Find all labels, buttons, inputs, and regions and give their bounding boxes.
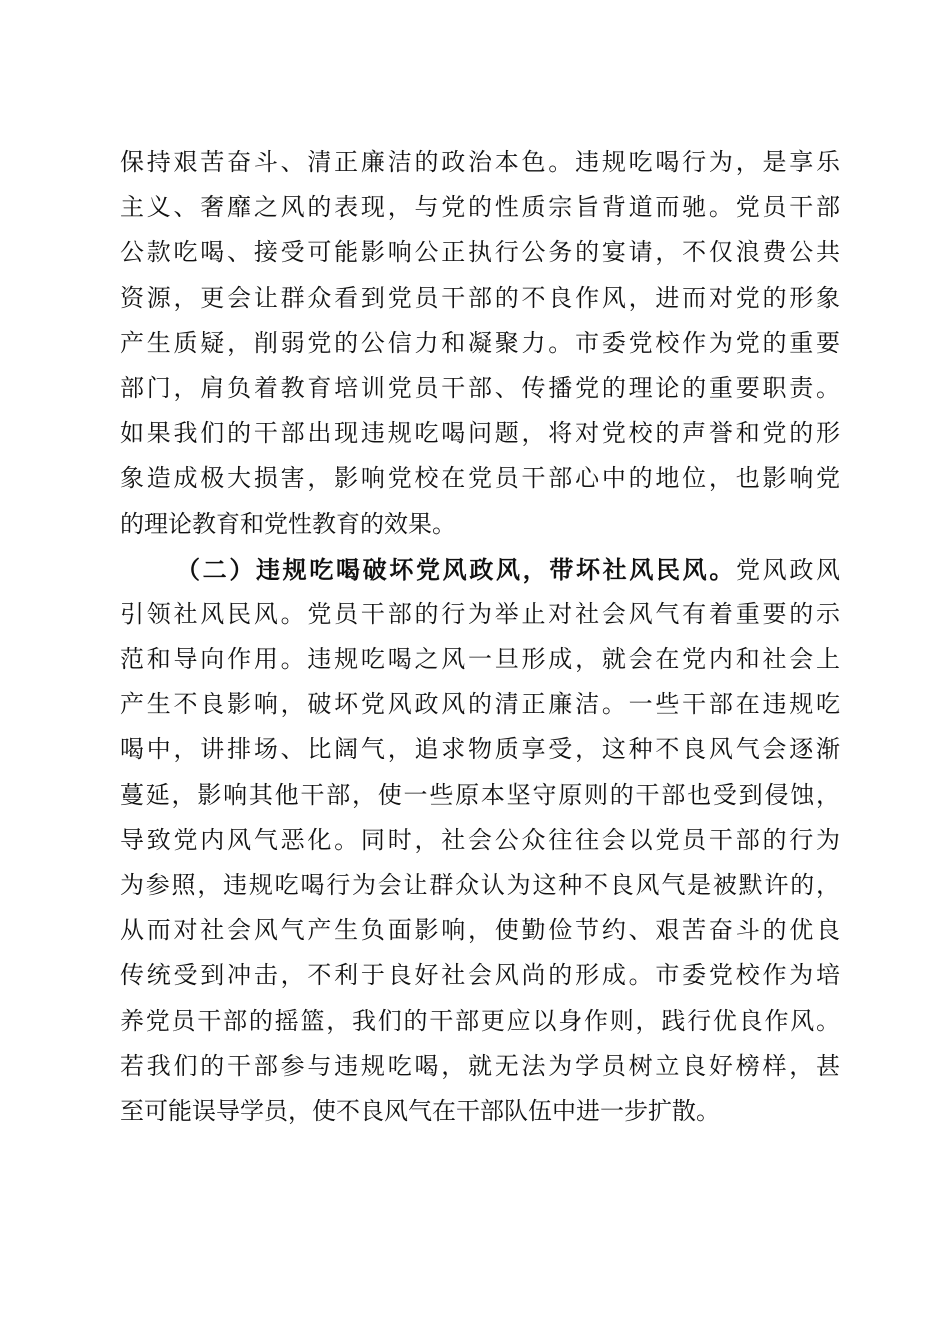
- text-line: 导致党内风气恶化。同时，社会公众往往会以党员干部的行为: [120, 825, 840, 854]
- text-line: 喝中，讲排场、比阔气，追求物质享受，这种不良风气会逐渐: [120, 735, 840, 764]
- text-line: 范和导向作用。违规吃喝之风一旦形成，就会在党内和社会上: [120, 645, 840, 674]
- body-text: [120, 140, 840, 1134]
- text-line: 从而对社会风气产生负面影响，使勤俭节约、艰苦奋斗的优良: [120, 916, 840, 945]
- text-line: 资源，更会让群众看到党员干部的不良作风，进而对党的形象: [120, 283, 840, 312]
- text-line: 主义、奢靡之风的表现，与党的性质宗旨背道而驰。党员干部: [120, 193, 840, 222]
- text-line: 象造成极大损害，影响党校在党员干部心中的地位，也影响党: [120, 464, 840, 493]
- text-line: 产生不良影响，破坏党风政风的清正廉洁。一些干部在违规吃: [120, 690, 840, 719]
- paragraph-2: [120, 547, 840, 1134]
- heading-line-rest: 党风政风: [736, 555, 840, 584]
- text-line: 产生质疑，削弱党的公信力和凝聚力。市委党校作为党的重要: [120, 328, 840, 357]
- text-line: 为参照，违规吃喝行为会让群众认为这种不良风气是被默许的，: [120, 871, 840, 899]
- section-heading: （二）违规吃喝破坏党风政风，带坏社风民风。: [176, 554, 736, 584]
- text-line: 若我们的干部参与违规吃喝，就无法为学员树立良好榜样，甚: [120, 1051, 840, 1080]
- paragraph-1: [120, 140, 840, 547]
- text-line: 的理论教育和党性教育的效果。: [120, 509, 456, 538]
- text-line: 如果我们的干部出现违规吃喝问题，将对党校的声誉和党的形: [120, 419, 840, 448]
- text-line: 保持艰苦奋斗、清正廉洁的政治本色。违规吃喝行为，是享乐: [120, 148, 840, 176]
- paragraph-2-first-line: [120, 547, 840, 592]
- text-line: 蔓延，影响其他干部，使一些原本坚守原则的干部也受到侵蚀，: [120, 780, 840, 809]
- text-line: 部门，肩负着教育培训党员干部、传播党的理论的重要职责。: [120, 373, 840, 402]
- text-line: 公款吃喝、接受可能影响公正执行公务的宴请，不仅浪费公共: [120, 238, 840, 267]
- text-line: 引领社风民风。党员干部的行为举止对社会风气有着重要的示: [120, 599, 840, 628]
- text-line: 至可能误导学员，使不良风气在干部队伍中进一步扩散。: [120, 1096, 720, 1125]
- text-line: 传统受到冲击，不利于良好社会风尚的形成。市委党校作为培: [120, 961, 840, 990]
- text-line: 养党员干部的摇篮，我们的干部更应以身作则，践行优良作风。: [120, 1006, 840, 1035]
